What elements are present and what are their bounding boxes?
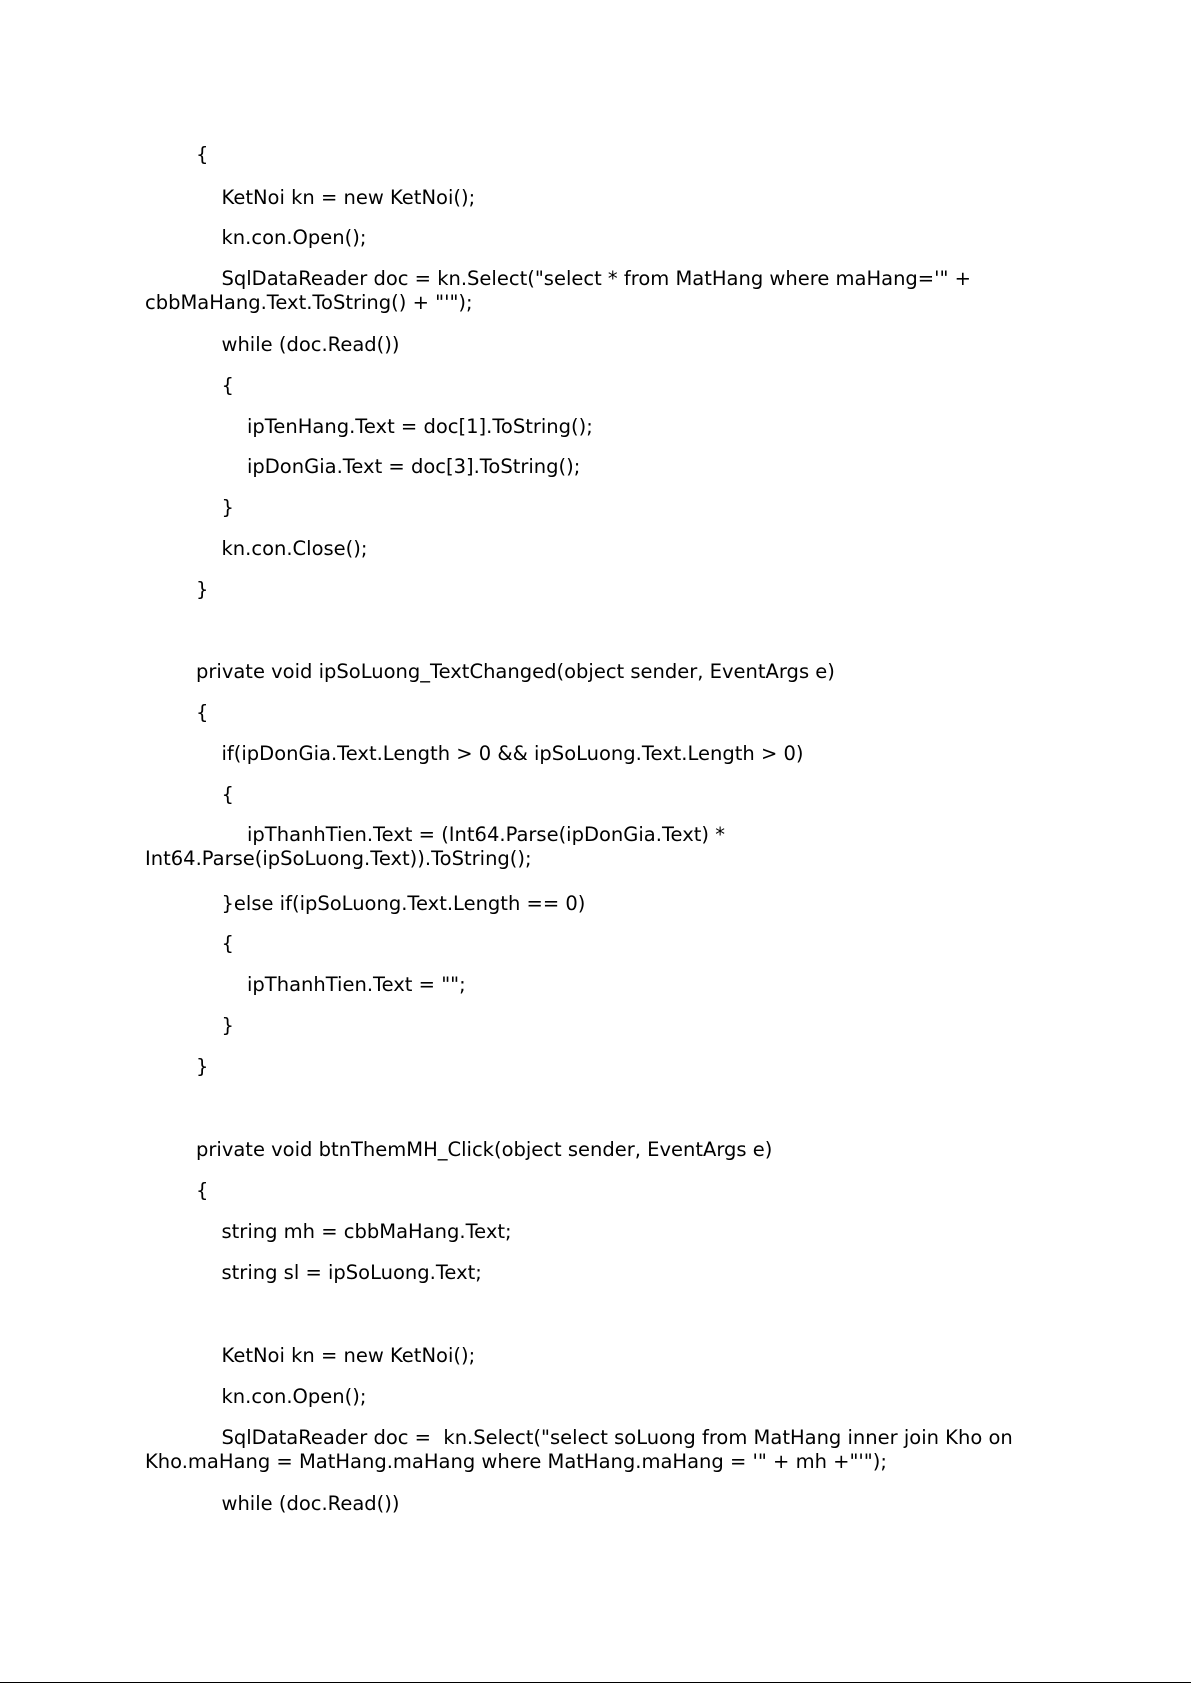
page-bottom-rule [0, 1682, 1191, 1683]
code-line: SqlDataReader doc = kn.Select("select * from MatHang where maHang='" + cbbMaHang.Text.ToString() + "'"); [145, 267, 978, 314]
code-line: SqlDataReader doc = kn.Select("select soLuong from MatHang inner join Kho on Kho.maHang = MatHang.maHang where MatHang.maHang = '" + mh +"'"); [145, 1426, 1019, 1473]
code-line: KetNoi kn = new KetNoi(); [221, 186, 476, 209]
code-line: private void ipSoLuong_TextChanged(object sender, EventArgs e) [196, 660, 835, 683]
code-line: if(ipDonGia.Text.Length > 0 && ipSoLuong.Text.Length > 0) [221, 742, 804, 765]
code-line: kn.con.Open(); [221, 1385, 367, 1408]
code-line: { [196, 701, 209, 724]
code-line: kn.con.Open(); [221, 226, 367, 249]
code-line: ipThanhTien.Text = ""; [247, 973, 466, 996]
code-line: { [221, 932, 234, 955]
code-line: while (doc.Read()) [221, 333, 400, 356]
code-line: } [221, 496, 234, 519]
code-line: string mh = cbbMaHang.Text; [221, 1220, 512, 1243]
code-line: { [221, 783, 234, 806]
code-line: } [196, 1055, 209, 1078]
code-line: ipThanhTien.Text = (Int64.Parse(ipDonGia.Text) * Int64.Parse(ipSoLuong.Text)).ToString(); [145, 823, 732, 870]
code-line: } [196, 578, 209, 601]
code-line: while (doc.Read()) [221, 1492, 400, 1515]
code-line: kn.con.Close(); [221, 537, 368, 560]
code-line: }else if(ipSoLuong.Text.Length == 0) [221, 892, 586, 915]
code-line: string sl = ipSoLuong.Text; [221, 1261, 482, 1284]
code-line: ipTenHang.Text = doc[1].ToString(); [247, 415, 593, 438]
code-line: { [196, 143, 209, 166]
code-line: KetNoi kn = new KetNoi(); [221, 1344, 476, 1367]
code-line: private void btnThemMH_Click(object sender, EventArgs e) [196, 1138, 773, 1161]
code-line: { [196, 1179, 209, 1202]
code-line: ipDonGia.Text = doc[3].ToString(); [247, 455, 581, 478]
code-line: { [221, 374, 234, 397]
code-line: } [221, 1014, 234, 1037]
